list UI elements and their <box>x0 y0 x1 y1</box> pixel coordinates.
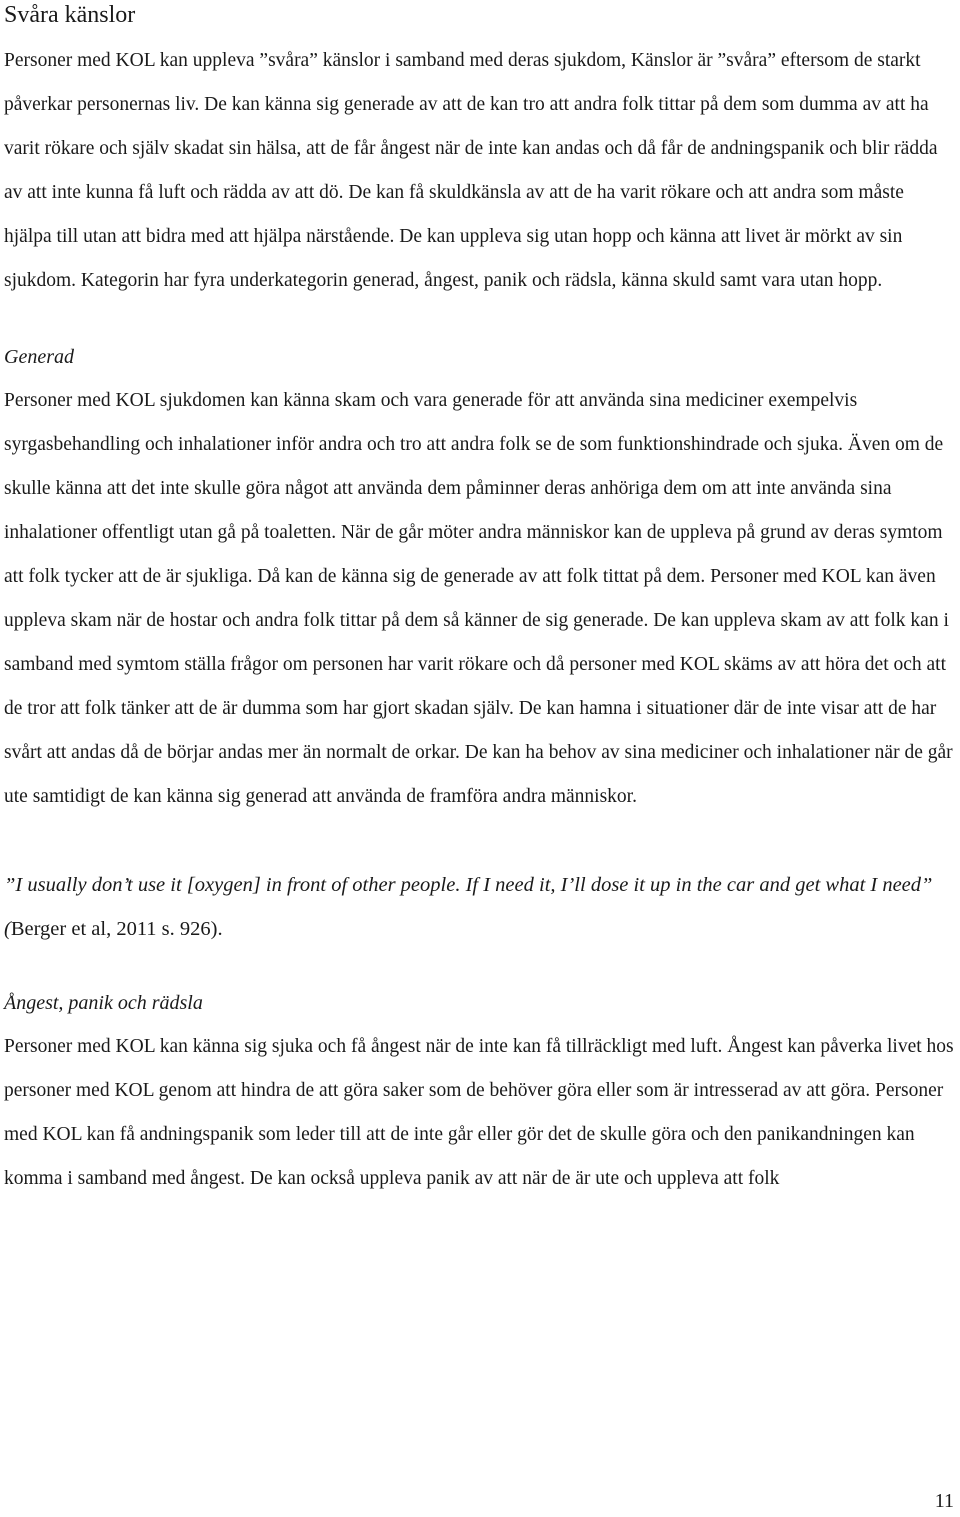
section-heading-generad: Generad <box>4 346 74 368</box>
section-body-angest: Personer med KOL kan känna sig sjuka och få ångest när de inte kan få tillräckligt med luft. Ångest kan påverka livet hos personer med KOL genom att hindra de att göra saker som de behöver göra eller som är intresserad av att göra. Personer med KOL kan få andningspanik som leder till att de inte går eller gör det de skulle göra och den panikandningen kan komma i samband med ångest. De kan också uppleva panik av att när de är ute och uppleva att folk <box>4 1036 954 1189</box>
page-number: 11 <box>934 1490 954 1512</box>
intro-paragraph: Personer med KOL kan uppleva ”svåra” känslor i samband med deras sjukdom, Känslor är ”svåra” eftersom de starkt påverkar personernas liv. De kan känna sig generade av att de kan tro att andra folk tittar på dem som dumma av att ha varit rökare och själv skadat sin hälsa, att de får ångest när de inte kan andas och då får de andningspanik och blir rädda av att inte kunna få luft och rädda av att dö. De kan få skuldkänsla av att de ha varit rökare och att andra som måste hjälpa till utan att bidra med att hjälpa närstående. De kan uppleva sig utan hopp och känna att livet är mörkt av sin sjukdom. Kategorin har fyra underkategorin generad, ångest, panik och rädsla, känna skuld samt vara utan hopp. <box>4 50 938 291</box>
section-heading-angest: Ångest, panik och rädsla <box>4 992 203 1014</box>
section-body-generad: Personer med KOL sjukdomen kan känna skam och vara generade för att använda sina mediciner exempelvis syrgasbehandling och inhalationer inför andra och tro att andra folk se de som funktionshindrade och sjuka. Även om de skulle känna att det inte skulle göra något att använda dem påminner deras anhöriga dem om att inte använda sina inhalationer offentligt utan gå på toaletten. När de går möter andra människor kan de uppleva på grund av deras symtom att folk tycker att de är sjukliga. Då kan de känna sig de generade av att folk tittat på dem. Personer med KOL kan även uppleva skam när de hostar och andra folk tittar på dem så känner de sig generade. De kan uppleva skam av att folk kan i samband med symtom ställa frågor om personen har varit rökare och då personer med KOL skäms av att höra det och att de tror att folk tänker att de är dumma som har gjort skadan själv. De kan hamna i situationer där de inte visar att de har svårt att andas då de börjar andas mer än normalt de orkar. De kan ha behov av sina mediciner och inhalationer när de går ute samtidigt de kan känna sig generad att använda de framföra andra människor. <box>4 390 953 807</box>
quote-citation: Berger et al, 2011 s. 926). <box>10 918 223 940</box>
document-page <box>4 0 956 1201</box>
document-title: Svåra känslor <box>4 2 136 28</box>
quote-text: ”I usually don’t use it [oxygen] in front of other people. If I need it, I’ll dose it up in the car and get what I need” ( <box>4 874 933 940</box>
quote-block <box>4 863 956 951</box>
